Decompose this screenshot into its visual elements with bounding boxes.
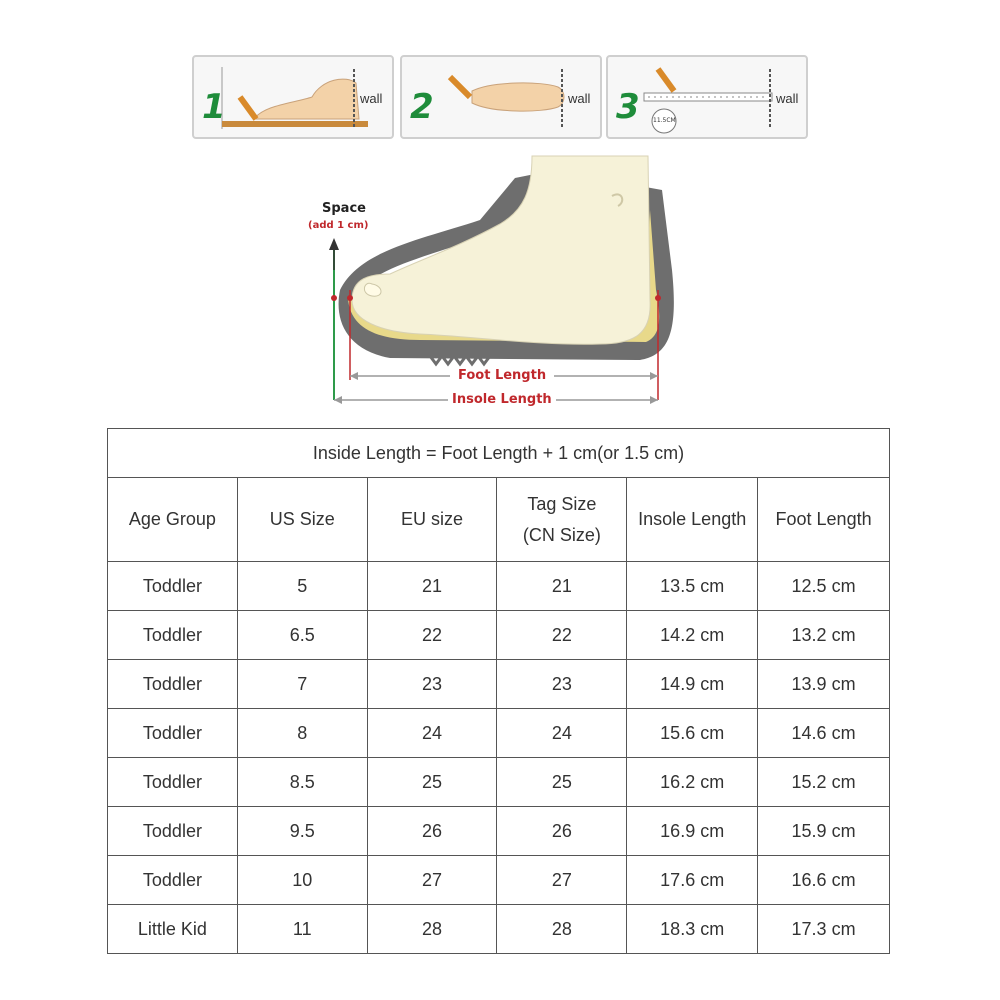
cell-eu-size: 23: [367, 660, 497, 709]
table-row: [108, 660, 890, 709]
header-us-size: US Size: [237, 478, 367, 562]
step-3-panel: [606, 55, 808, 139]
step-number: 2: [410, 87, 434, 127]
cell-tag-size: 22: [497, 611, 627, 660]
cell-eu-size: 26: [367, 807, 497, 856]
table-row: [108, 709, 890, 758]
space-note: (add 1 cm): [308, 220, 369, 231]
header-eu-size: EU size: [367, 478, 497, 562]
cell-foot-length: 15.9 cm: [758, 807, 890, 856]
cell-eu-size: 28: [367, 905, 497, 954]
cell-insole-length: 15.6 cm: [627, 709, 758, 758]
cell-eu-size: 24: [367, 709, 497, 758]
cell-age-group: Toddler: [108, 709, 238, 758]
header-row: [108, 478, 890, 562]
cell-eu-size: 21: [367, 562, 497, 611]
cell-insole-length: 18.3 cm: [627, 905, 758, 954]
cell-insole-length: 16.2 cm: [627, 758, 758, 807]
cell-tag-size: 24: [497, 709, 627, 758]
cell-us-size: 9.5: [237, 807, 367, 856]
insole-length-label: Insole Length: [452, 392, 552, 407]
header-insole-length: Insole Length: [627, 478, 758, 562]
table-row: [108, 856, 890, 905]
step-1-panel: [192, 55, 394, 139]
foot-length-label: Foot Length: [458, 368, 547, 383]
cell-age-group: Toddler: [108, 856, 238, 905]
cell-age-group: Toddler: [108, 660, 238, 709]
formula-row: [108, 429, 890, 478]
cell-foot-length: 17.3 cm: [758, 905, 890, 954]
cell-tag-size: 28: [497, 905, 627, 954]
space-label: Space: [322, 201, 366, 216]
cell-age-group: Little Kid: [108, 905, 238, 954]
cell-us-size: 8.5: [237, 758, 367, 807]
table-row: [108, 905, 890, 954]
cell-foot-length: 16.6 cm: [758, 856, 890, 905]
cell-tag-size: 25: [497, 758, 627, 807]
header-tag-size: [497, 478, 627, 562]
cell-foot-length: 15.2 cm: [758, 758, 890, 807]
wall-label: wall: [568, 91, 591, 106]
cell-eu-size: 27: [367, 856, 497, 905]
cell-foot-length: 12.5 cm: [758, 562, 890, 611]
table-row: [108, 758, 890, 807]
cell-us-size: 7: [237, 660, 367, 709]
cell-us-size: 5: [237, 562, 367, 611]
cell-age-group: Toddler: [108, 807, 238, 856]
cell-us-size: 8: [237, 709, 367, 758]
cell-eu-size: 25: [367, 758, 497, 807]
header-foot-length: Foot Length: [758, 478, 890, 562]
wall-label: wall: [360, 91, 383, 106]
size-chart-table: [107, 428, 890, 954]
cell-us-size: 6.5: [237, 611, 367, 660]
wall-label: wall: [776, 91, 799, 106]
cell-tag-size: 23: [497, 660, 627, 709]
step-number: 1: [202, 87, 226, 127]
cell-foot-length: 13.9 cm: [758, 660, 890, 709]
shoe-foot-diagram: [300, 150, 700, 415]
cell-tag-size: 26: [497, 807, 627, 856]
cell-insole-length: 14.2 cm: [627, 611, 758, 660]
table-row: [108, 611, 890, 660]
cell-insole-length: 16.9 cm: [627, 807, 758, 856]
cell-tag-size: 27: [497, 856, 627, 905]
header-tag-size-line1: Tag Size: [527, 493, 597, 514]
cell-eu-size: 22: [367, 611, 497, 660]
cell-insole-length: 13.5 cm: [627, 562, 758, 611]
cell-age-group: Toddler: [108, 562, 238, 611]
cell-insole-length: 17.6 cm: [627, 856, 758, 905]
header-tag-size-line2: (CN Size): [522, 524, 601, 545]
step-2-panel: [400, 55, 602, 139]
cell-foot-length: 13.2 cm: [758, 611, 890, 660]
formula-text: Inside Length = Foot Length + 1 cm(or 1.5 cm): [108, 429, 890, 478]
cell-insole-length: 14.9 cm: [627, 660, 758, 709]
cell-tag-size: 21: [497, 562, 627, 611]
table-row: [108, 807, 890, 856]
measuring-steps: [192, 55, 808, 139]
cell-foot-length: 14.6 cm: [758, 709, 890, 758]
cell-us-size: 11: [237, 905, 367, 954]
table-row: [108, 562, 890, 611]
step-number: 3: [616, 87, 640, 127]
ruler-label: 11.5CM: [653, 117, 676, 124]
cell-age-group: Toddler: [108, 611, 238, 660]
cell-us-size: 10: [237, 856, 367, 905]
cell-age-group: Toddler: [108, 758, 238, 807]
header-age-group: Age Group: [108, 478, 238, 562]
